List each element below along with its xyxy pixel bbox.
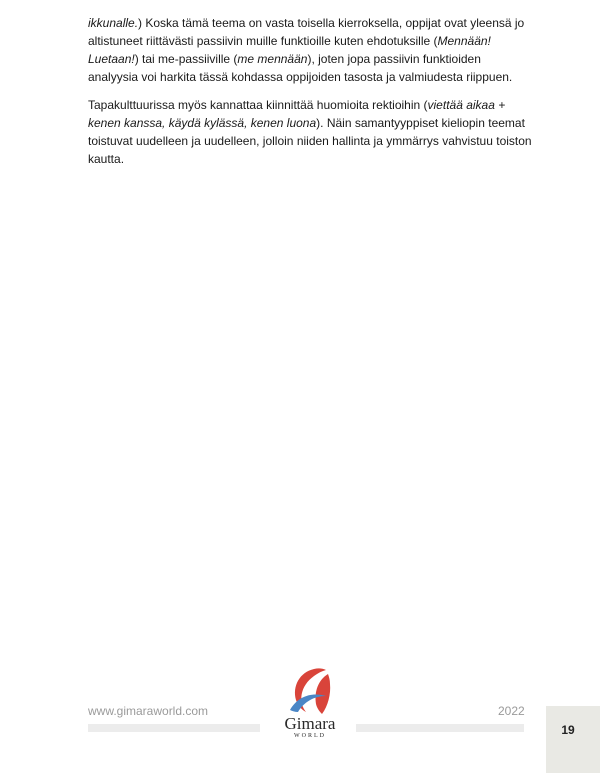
footer-divider-left <box>88 724 260 732</box>
example-text: ikkunalle. <box>88 16 139 30</box>
logo-name: Gimara <box>284 714 336 733</box>
footer-divider-right <box>356 724 524 732</box>
example-text: viettää aikaa + kenen kanssa, käydä kylässä, kenen luona <box>88 98 506 130</box>
gimara-logo <box>270 666 350 748</box>
footer-year: 2022 <box>498 704 525 718</box>
page-number: 19 <box>561 723 575 737</box>
gimara-logo-icon <box>284 666 336 718</box>
footer-url[interactable]: www.gimaraworld.com <box>88 704 209 718</box>
page-body <box>88 14 532 178</box>
paragraph-1: ikkunalle.) Koska tämä teema on vasta toisella kierroksella, oppijat ovat yleensä jo altistuneet riittävästi passiivin muille funktioille kuten ehdotuksille (Mennään! Luetaan!) tai me-passiiville (me mennään), joten jopa passiivin funktioiden analyysia voi harkita tässä kohdassa oppijoiden tasosta ja valmiudesta riippuen. <box>88 16 525 84</box>
paragraph-2: Tapakulttuurissa myös kannattaa kiinnittää huomioita rektioihin (viettää aikaa + kenen kanssa, käydä kylässä, kenen luona). Näin samantyyppiset kieliopin teemat toistuvat uudelleen ja uudelleen, jolloin niiden hallinta ja ymmärrys vahvistuu toiston kautta. <box>88 98 532 166</box>
example-text: Mennään! Luetaan! <box>88 34 491 66</box>
page-number-box <box>546 706 600 773</box>
logo-subtitle: WORLD <box>294 733 326 739</box>
example-text: me mennään <box>237 52 308 66</box>
